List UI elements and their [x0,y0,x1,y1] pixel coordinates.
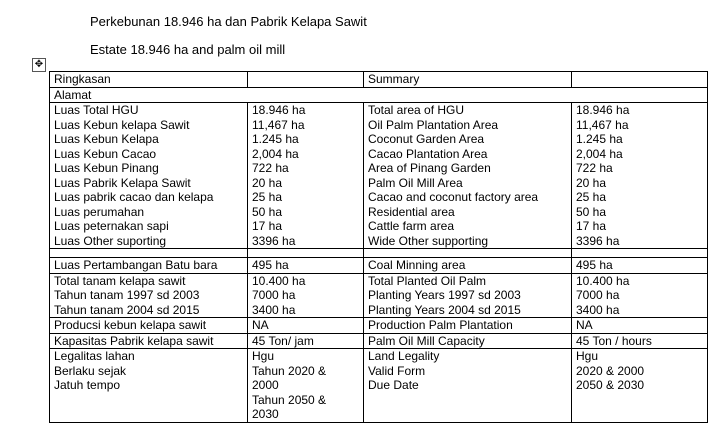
legal-en-values: Hgu 2020 & 2000 2050 & 2030 [572,349,708,423]
mining-row [50,258,708,274]
table-move-handle-icon[interactable]: ✥ [32,58,46,72]
header-id-value [248,72,364,88]
table-header-row [50,72,708,88]
planting-id-labels: Total tanam kelapa sawit Tahun tanam 1997 sd 2003 Tahun tanam 2004 sd 2015 [50,273,248,318]
area-en-labels: Total area of HGU Oil Palm Plantation Area Coconut Garden Area Cacao Plantation Area Area of Pinang Garden Palm Oil Mill Area Cacao and coconut factory area Residential area Cattle farm area Wide Other supporting [364,103,572,249]
planting-en-labels: Total Planted Oil Palm Planting Years 1997 sd 2003 Planting Years 2004 sd 2015 [364,273,572,318]
summary-table [49,71,709,431]
header-id-label: Ringkasan [50,72,248,88]
capacity-id-value: 45 Ton/ jam [248,333,364,349]
production-id-value: NA [248,318,364,334]
planting-row [50,273,708,318]
area-id-labels: Luas Total HGU Luas Kebun kelapa Sawit Luas Kebun Kelapa Luas Kebun Cacao Luas Kebun Pinang Luas Pabrik Kelapa Sawit Luas pabrik cacao dan kelapa Luas perumahan Luas peternakan sapi Luas Other suporting [50,103,248,249]
mining-id-label: Luas Pertambangan Batu bara [50,258,248,274]
spacer-row [50,249,708,258]
legal-id-labels: Legalitas lahan Berlaku sejak Jatuh tempo [50,349,248,423]
mining-en-label: Coal Minning area [364,258,572,274]
area-id-values: 18.946 ha 11,467 ha 1.245 ha 2,004 ha 722 ha 20 ha 25 ha 50 ha 17 ha 3396 ha [248,103,364,249]
address-label: Alamat [50,87,708,103]
area-en-values: 18.946 ha 11,467 ha 1.245 ha 2,004 ha 722 ha 20 ha 25 ha 50 ha 17 ha 3396 ha [572,103,708,249]
legal-row [50,349,708,423]
production-row [50,318,708,334]
production-id-label: Producsi kebun kelapa sawit [50,318,248,334]
capacity-en-value: 45 Ton / hours [572,333,708,349]
header-en-label: Summary [364,72,572,88]
production-en-label: Production Palm Plantation [364,318,572,334]
planting-id-values: 10.400 ha 7000 ha 3400 ha [248,273,364,318]
capacity-row [50,333,708,349]
capacity-en-label: Palm Oil Mill Capacity [364,333,572,349]
legal-id-values: Hgu Tahun 2020 & 2000 Tahun 2050 & 2030 [248,349,364,423]
heading-indonesian: Perkebunan 18.946 ha dan Pabrik Kelapa Sawit [90,14,367,29]
area-row [50,103,708,249]
capacity-id-label: Kapasitas Pabrik kelapa sawit [50,333,248,349]
header-en-value [572,72,708,88]
address-row [50,87,708,103]
legal-en-labels: Land Legality Valid Form Due Date [364,349,572,423]
production-en-value: NA [572,318,708,334]
planting-en-values: 10.400 ha 7000 ha 3400 ha [572,273,708,318]
mining-id-value: 495 ha [248,258,364,274]
heading-english: Estate 18.946 ha and palm oil mill [90,42,286,57]
mining-en-value: 495 ha [572,258,708,274]
